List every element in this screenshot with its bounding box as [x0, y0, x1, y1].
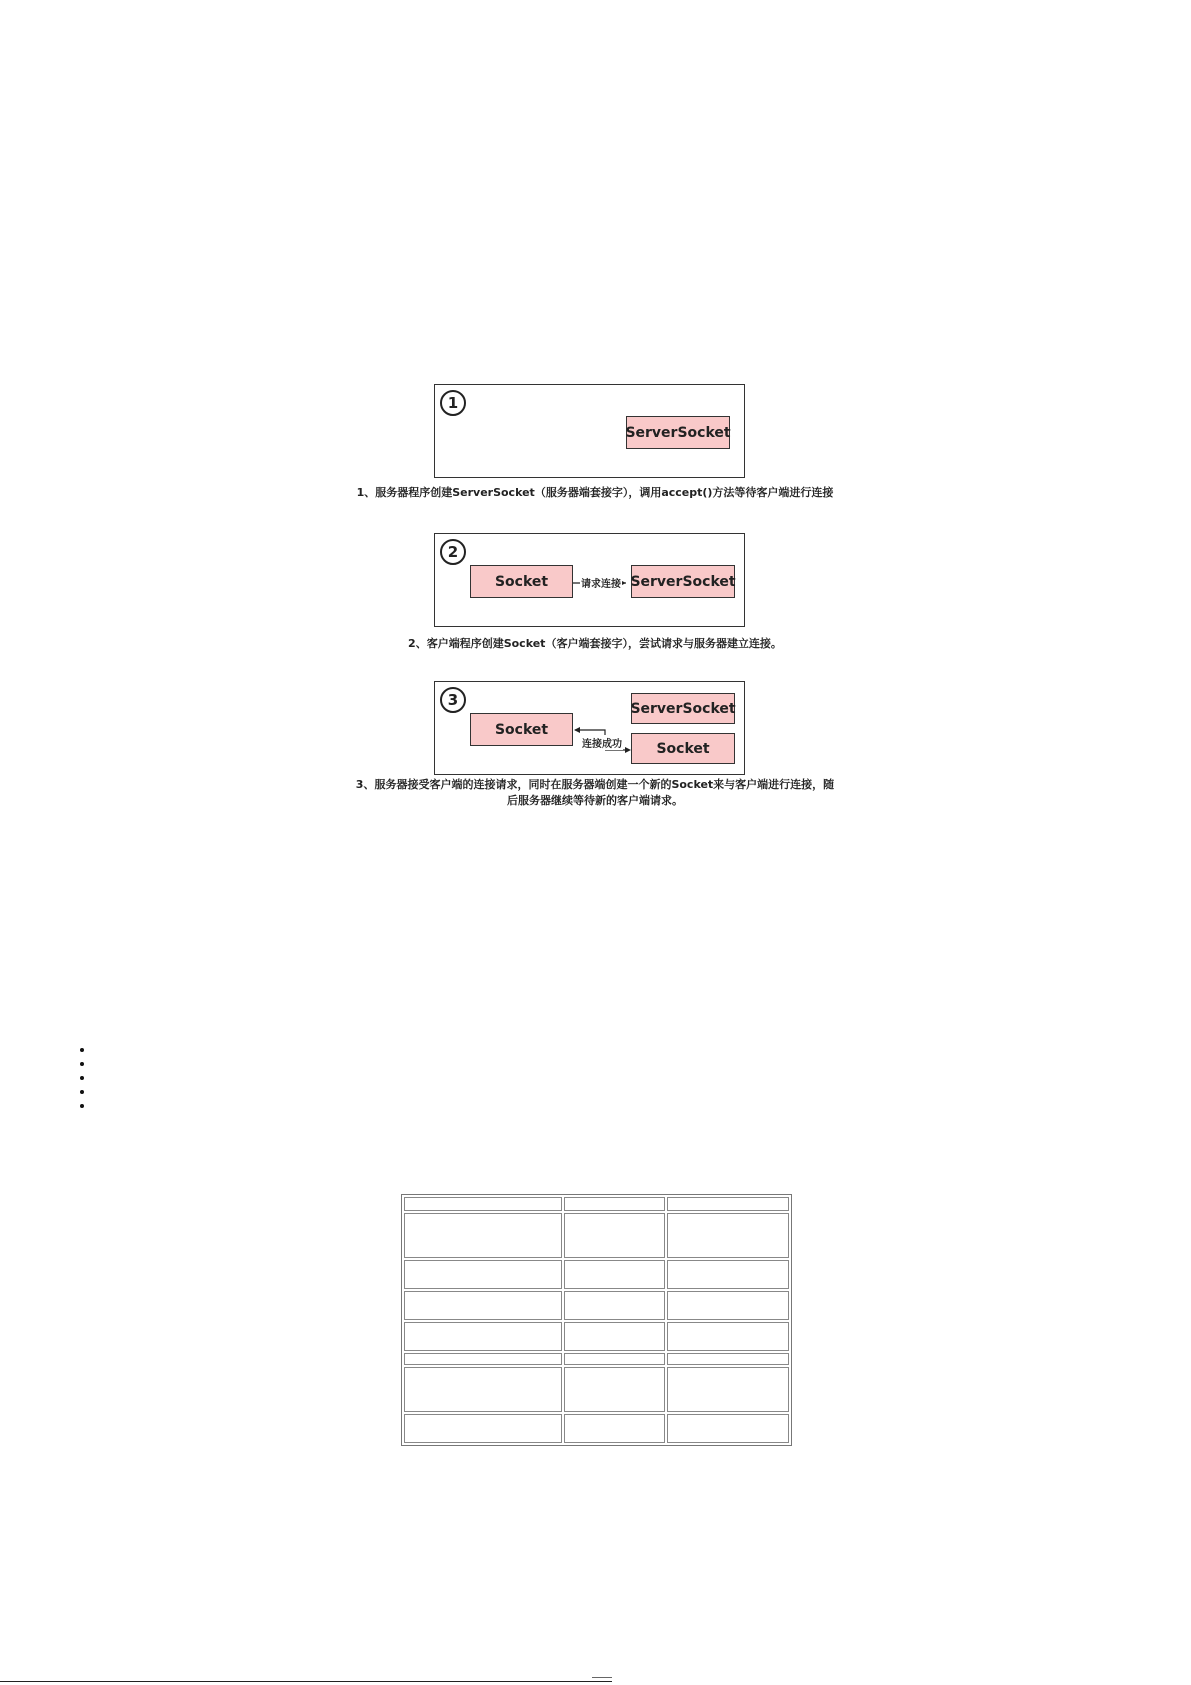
step-3-caption-line-1: 3、服务器接受客户端的连接请求，同时在服务器端创建一个新的Socket来与客户端进行连接，随	[355, 778, 835, 791]
table-cell	[404, 1260, 562, 1289]
table-cell	[667, 1414, 789, 1443]
table-cell	[564, 1322, 665, 1351]
step-3-panel	[434, 681, 745, 775]
table-cell	[667, 1260, 789, 1289]
step-1-caption: 1、服务器程序创建ServerSocket（服务器端套接字），调用accept()方法等待客户端进行连接	[356, 486, 834, 499]
table-cell	[564, 1353, 665, 1365]
table-cell	[404, 1414, 562, 1443]
step-2-panel	[434, 533, 745, 627]
table-cell	[667, 1213, 789, 1258]
table-row	[404, 1414, 789, 1443]
table-cell	[404, 1197, 562, 1211]
table-row	[404, 1291, 789, 1320]
request-arrow-label: 请求连接	[580, 575, 622, 590]
footer-tick	[592, 1677, 612, 1678]
step-1-number: 1	[440, 390, 466, 416]
server-socket-box: ServerSocket	[631, 693, 735, 724]
server-side-socket-box: Socket	[631, 733, 735, 764]
table-row	[404, 1353, 789, 1365]
connection-arrow-label: 连接成功	[581, 735, 623, 750]
table-cell	[564, 1260, 665, 1289]
step-2-caption: 2、客户端程序创建Socket（客户端套接字），尝试请求与服务器建立连接。	[408, 637, 782, 650]
table-cell	[404, 1213, 562, 1258]
table-cell	[564, 1213, 665, 1258]
table-cell	[404, 1322, 562, 1351]
table-row	[404, 1213, 789, 1258]
step-1-panel	[434, 384, 745, 478]
table-cell	[667, 1322, 789, 1351]
empty-table	[401, 1194, 792, 1446]
table-row	[404, 1197, 789, 1211]
table-cell	[404, 1367, 562, 1412]
table-cell	[564, 1414, 665, 1443]
client-socket-box: Socket	[470, 565, 573, 598]
step-3-number: 3	[440, 687, 466, 713]
table-cell	[404, 1291, 562, 1320]
table-cell	[564, 1367, 665, 1412]
step-3-caption-line-2: 后服务器继续等待新的客户端请求。	[507, 794, 683, 807]
table-cell	[667, 1367, 789, 1412]
table-row	[404, 1367, 789, 1412]
table-cell	[404, 1353, 562, 1365]
table-cell	[667, 1291, 789, 1320]
footer-rule	[0, 1681, 612, 1682]
table-row	[404, 1260, 789, 1289]
step-2-number: 2	[440, 539, 466, 565]
server-socket-box: ServerSocket	[626, 416, 730, 449]
server-socket-box: ServerSocket	[631, 565, 735, 598]
table-cell	[667, 1353, 789, 1365]
table-row	[404, 1322, 789, 1351]
table-cell	[564, 1197, 665, 1211]
table-cell	[564, 1291, 665, 1320]
client-socket-box: Socket	[470, 713, 573, 746]
table-cell	[667, 1197, 789, 1211]
